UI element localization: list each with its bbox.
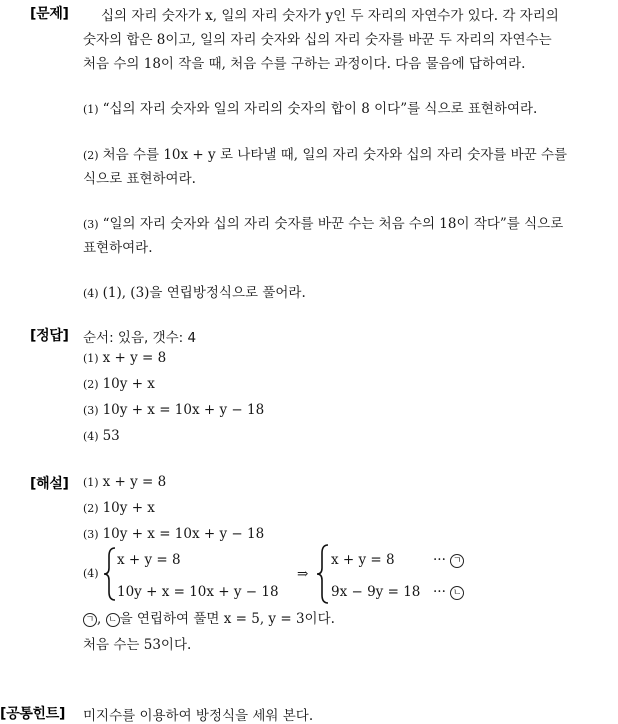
equation-marker-1 <box>433 552 464 568</box>
problem-line-3: 처음 수의 18이 작을 때, 처음 수를 구하는 과정이다. 다음 물음에 답하여라. <box>83 56 526 72</box>
question-2-line-2: 식으로 표현하여라. <box>83 171 196 187</box>
problem-line-1: 십의 자리 숫자가 x, 일의 자리 숫자가 y인 두 자리의 자연수가 있다. 각 자리의 <box>101 8 559 24</box>
answer-item-1 <box>83 350 166 366</box>
answer-item-4 <box>83 428 120 444</box>
explanation-item-3-number: (3) <box>83 528 99 541</box>
explanation-item-1-text: x + y = 8 <box>102 474 167 490</box>
circled-ref-2-icon: ㄴ <box>106 613 120 627</box>
system1-eq2: 10y + x = 10x + y − 18 <box>117 584 279 600</box>
question-2-line-1 <box>83 143 567 163</box>
explanation-q4-number: (4) <box>83 567 99 580</box>
question-4-number: (4) <box>83 287 99 300</box>
answer-item-1-number: (1) <box>83 352 99 365</box>
solve-line: ㄱ , ㄴ 을 연립하여 풀면 x = 5, y = 3이다. <box>83 607 335 627</box>
question-1 <box>83 97 537 117</box>
system2-eq1: x + y = 8 <box>331 552 395 568</box>
left-brace-1 <box>103 546 117 602</box>
question-3-line-2: 표현하여라. <box>83 240 153 256</box>
ellipsis-2: ··· <box>433 584 446 600</box>
circled-label-2-icon: ㄴ <box>450 586 464 600</box>
equation-marker-2 <box>433 584 464 600</box>
implies-arrow: ⇒ <box>297 566 309 582</box>
question-2-number: (2) <box>83 149 99 162</box>
explanation-item-2-text: 10y + x <box>102 500 155 516</box>
conclusion: 처음 수는 53이다. <box>83 637 192 653</box>
question-2-text: 처음 수를 10x + y 로 나타낼 때, 일의 자리 숫자와 십의 자리 숫자를 바꾼 수를 <box>102 147 568 163</box>
circled-ref-1-icon: ㄱ <box>83 613 97 627</box>
answer-item-2 <box>83 376 155 392</box>
question-4 <box>83 281 306 301</box>
system1-eq1: x + y = 8 <box>117 552 181 568</box>
question-3-number: (3) <box>83 218 99 231</box>
explanation-item-3 <box>83 526 264 542</box>
answer-item-3 <box>83 402 264 418</box>
answer-item-3-number: (3) <box>83 404 99 417</box>
explanation-item-1 <box>83 474 166 490</box>
explanation-item-1-number: (1) <box>83 476 99 489</box>
explanation-item-2 <box>83 500 155 516</box>
solve-text: 을 연립하여 풀면 x = 5, y = 3이다. <box>119 611 335 627</box>
circled-label-1-icon: ㄱ <box>450 554 464 568</box>
left-brace-2 <box>316 543 330 605</box>
answer-meta: 순서: 있음, 갯수: 4 <box>83 330 197 346</box>
hint-label: [공통힌트] <box>0 706 66 722</box>
answer-item-2-text: 10y + x <box>102 376 155 392</box>
answer-item-3-text: 10y + x = 10x + y − 18 <box>102 402 265 418</box>
explanation-label: [해설] <box>30 476 69 492</box>
problem-label: [문제] <box>30 6 69 22</box>
answer-item-1-text: x + y = 8 <box>102 350 167 366</box>
answer-item-2-number: (2) <box>83 378 99 391</box>
ellipsis-1: ··· <box>433 552 446 568</box>
system2-eq2: 9x − 9y = 18 <box>331 584 421 600</box>
question-3-text: “일의 자리 숫자와 십의 자리 숫자를 바꾼 수는 처음 수의 18이 작다”를 식으로 <box>102 216 564 232</box>
problem-line-2: 숫자의 합은 8이고, 일의 자리 숫자와 십의 자리 숫자를 바꾼 두 자리의 자연수는 <box>83 32 552 48</box>
explanation-item-4-number <box>83 565 103 581</box>
hint-text: 미지수를 이용하여 방정식을 세워 본다. <box>83 708 314 724</box>
question-1-number: (1) <box>83 103 99 116</box>
answer-item-4-number: (4) <box>83 430 99 443</box>
explanation-item-3-text: 10y + x = 10x + y − 18 <box>102 526 265 542</box>
question-1-text: “십의 자리 숫자와 일의 자리의 숫자의 합이 8 이다”를 식으로 표현하여라. <box>102 101 538 117</box>
question-3-line-1 <box>83 212 563 232</box>
answer-item-4-text: 53 <box>102 428 120 444</box>
answer-label: [정답] <box>30 328 69 344</box>
question-4-text: (1), (3)을 연립방정식으로 풀어라. <box>102 285 306 301</box>
explanation-item-2-number: (2) <box>83 502 99 515</box>
